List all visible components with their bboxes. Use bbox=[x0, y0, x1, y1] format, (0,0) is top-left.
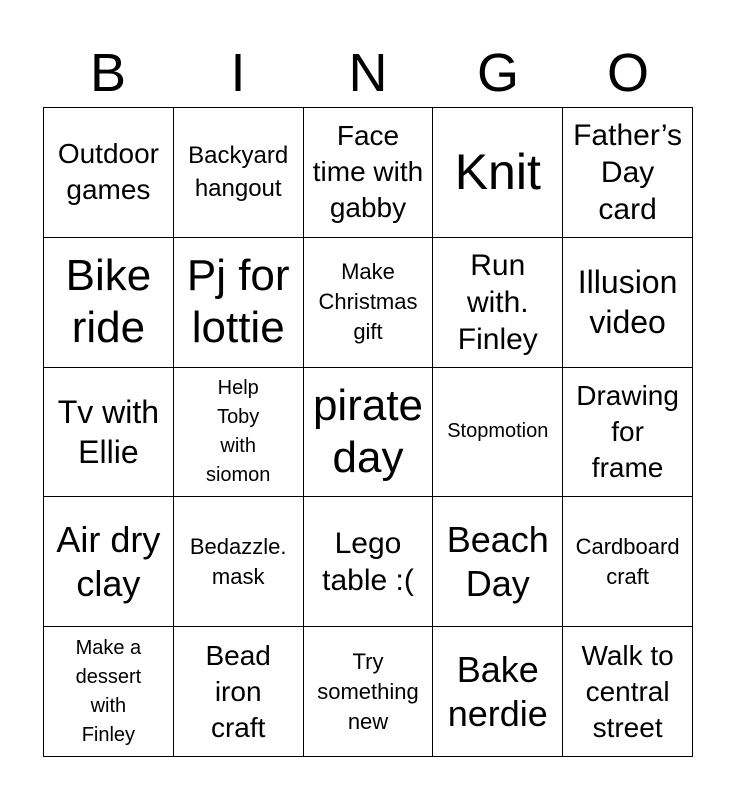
cell-label: Walk to central street bbox=[581, 639, 674, 743]
cell-label: Run with. Finley bbox=[457, 248, 538, 356]
cell-label: Help Toby with siomon bbox=[205, 376, 271, 486]
bingo-cell-r1-c5[interactable] bbox=[563, 108, 693, 238]
bingo-cell-r5-c5[interactable] bbox=[563, 627, 693, 757]
cell-label: Air dry clay bbox=[56, 518, 161, 604]
cell-label: Father’s Day card bbox=[573, 118, 683, 226]
header-letter-g: G bbox=[476, 43, 519, 103]
cell-label: Bike ride bbox=[65, 251, 152, 353]
cell-label: Outdoor games bbox=[57, 138, 159, 206]
bingo-cell-r3-c4[interactable] bbox=[433, 368, 563, 498]
cell-label: Try something new bbox=[317, 648, 419, 734]
cell-label: Backyard hangout bbox=[188, 142, 289, 203]
header-letter-i: I bbox=[230, 43, 246, 103]
bingo-cell-r2-c2[interactable] bbox=[174, 238, 304, 368]
cell-label: Make Christmas gift bbox=[318, 259, 418, 345]
cell-label: Drawing for frame bbox=[576, 379, 679, 483]
cell-label: Illusion video bbox=[577, 264, 678, 341]
bingo-cell-r1-c3[interactable] bbox=[304, 108, 434, 238]
header-letter-b: B bbox=[89, 43, 127, 103]
bingo-cell-r5-c4[interactable] bbox=[433, 627, 563, 757]
bingo-cell-r4-c4[interactable] bbox=[433, 497, 563, 627]
cell-label: Tv with Ellie bbox=[57, 393, 160, 470]
cell-label: pirate day bbox=[312, 380, 424, 482]
bingo-cell-r3-c3[interactable] bbox=[304, 368, 434, 498]
cell-label: Bake nerdie bbox=[447, 648, 548, 734]
header-letter-n: N bbox=[348, 43, 388, 103]
bingo-cell-r3-c5[interactable] bbox=[563, 368, 693, 498]
bingo-cell-r3-c2[interactable] bbox=[174, 368, 304, 498]
cell-label: Bedazzle. mask bbox=[189, 533, 287, 589]
cell-label: Lego table :( bbox=[322, 526, 414, 597]
cell-label: Pj for lottie bbox=[186, 251, 290, 353]
cell-label: Beach Day bbox=[446, 518, 549, 604]
header-letter-o: O bbox=[606, 43, 649, 103]
bingo-cell-r1-c4[interactable] bbox=[433, 108, 563, 238]
bingo-cell-r2-c5[interactable] bbox=[563, 238, 693, 368]
bingo-grid bbox=[43, 107, 693, 757]
bingo-cell-r2-c1[interactable] bbox=[44, 238, 174, 368]
bingo-cell-r2-c3[interactable] bbox=[304, 238, 434, 368]
bingo-cell-r4-c5[interactable] bbox=[563, 497, 693, 627]
cell-label: Cardboard craft bbox=[575, 533, 680, 589]
bingo-cell-r5-c2[interactable] bbox=[174, 627, 304, 757]
bingo-cell-r5-c1[interactable] bbox=[44, 627, 174, 757]
bingo-cell-r1-c2[interactable] bbox=[174, 108, 304, 238]
bingo-cell-r3-c1[interactable] bbox=[44, 368, 174, 498]
bingo-header bbox=[43, 40, 693, 106]
cell-label: Bead iron craft bbox=[205, 639, 271, 743]
bingo-cell-r2-c4[interactable] bbox=[433, 238, 563, 368]
bingo-cell-r4-c1[interactable] bbox=[44, 497, 174, 627]
cell-label: Face time with gabby bbox=[312, 120, 424, 224]
cell-label: Make a dessert with Finley bbox=[75, 636, 142, 746]
bingo-cell-r4-c2[interactable] bbox=[174, 497, 304, 627]
bingo-cell-r1-c1[interactable] bbox=[44, 108, 174, 238]
bingo-cell-r4-c3[interactable] bbox=[304, 497, 434, 627]
bingo-cell-r5-c3[interactable] bbox=[304, 627, 434, 757]
cell-label: Knit bbox=[454, 144, 541, 201]
cell-label: Stopmotion bbox=[447, 420, 549, 443]
